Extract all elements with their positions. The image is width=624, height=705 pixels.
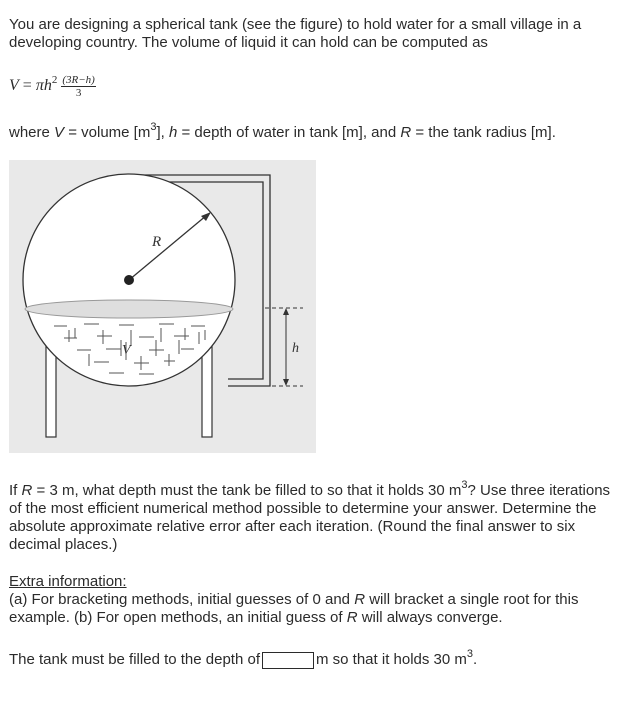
formula-lhs: V (9, 77, 19, 95)
where-text-5: = the tank radius [m]. (411, 124, 556, 141)
where-exponent: 3 (150, 121, 157, 133)
extra-text-b2: will always converge. (357, 609, 503, 626)
where-text-4: = depth of water in tank [m], and (177, 124, 401, 141)
intro-text: You are designing a spherical tank (see the figure) to hold water for a small village in a developing country. The volume of liquid it can hold can be computed as (9, 16, 582, 51)
where-var-v: V (54, 124, 65, 141)
extra-var-r-b: R (346, 609, 358, 626)
intro-paragraph (9, 16, 612, 52)
where-var-r: R (400, 124, 412, 141)
volume-label: V (122, 343, 131, 358)
formula-pi-h: πh (35, 77, 52, 95)
spherical-tank-figure (9, 160, 316, 453)
depth-label: h (292, 341, 299, 356)
formula-fraction (61, 74, 95, 99)
variable-definitions (9, 121, 612, 142)
water-surface (25, 300, 233, 318)
question-var-r: R (21, 482, 33, 499)
right-leg (202, 345, 212, 437)
depth-answer-input[interactable] (262, 652, 314, 669)
formula-denominator: 3 (75, 87, 82, 99)
formula-numerator: (3R−h) (62, 74, 95, 86)
question-text-1: If (9, 482, 22, 499)
where-text-1: where (9, 124, 55, 141)
answer-text-before: The tank must be filled to the depth of (9, 651, 260, 668)
answer-line (9, 648, 612, 669)
left-leg (46, 345, 56, 437)
extra-heading (9, 573, 612, 591)
answer-text-end: . (473, 651, 478, 668)
radius-label: R (152, 234, 162, 250)
extra-text-a2: will bracket a single root for this example. (b) For open methods, an initial guess of (9, 591, 579, 626)
question-text-3: ? Use three iterations of the most efficient numerical method possible to determine your answer. Determine the absolute approximate relative error after each iteration. (Round the final answer to six decimal places.) (9, 482, 611, 553)
answer-text-after: m so that it holds 30 m (316, 651, 467, 668)
tank-center-dot (124, 275, 134, 285)
volume-formula (9, 74, 612, 99)
question-paragraph (9, 479, 612, 554)
answer-exponent: 3 (466, 648, 474, 660)
extra-text-a1: (a) For bracketing methods, initial guesses of 0 and (9, 591, 355, 608)
question-text-2: = 3 m, what depth must the tank be filled to so that it holds 30 m (32, 482, 462, 499)
where-var-h: h (168, 124, 178, 141)
question-exponent: 3 (461, 479, 468, 491)
formula-exponent: 2 (51, 73, 58, 86)
where-text-3: ], (156, 124, 169, 141)
extra-paragraph (9, 591, 612, 627)
extra-var-r-a: R (354, 591, 366, 608)
where-text-2: = volume [m (64, 124, 151, 141)
formula-equals: = (22, 77, 32, 95)
extra-heading-text: Extra information: (9, 573, 127, 590)
